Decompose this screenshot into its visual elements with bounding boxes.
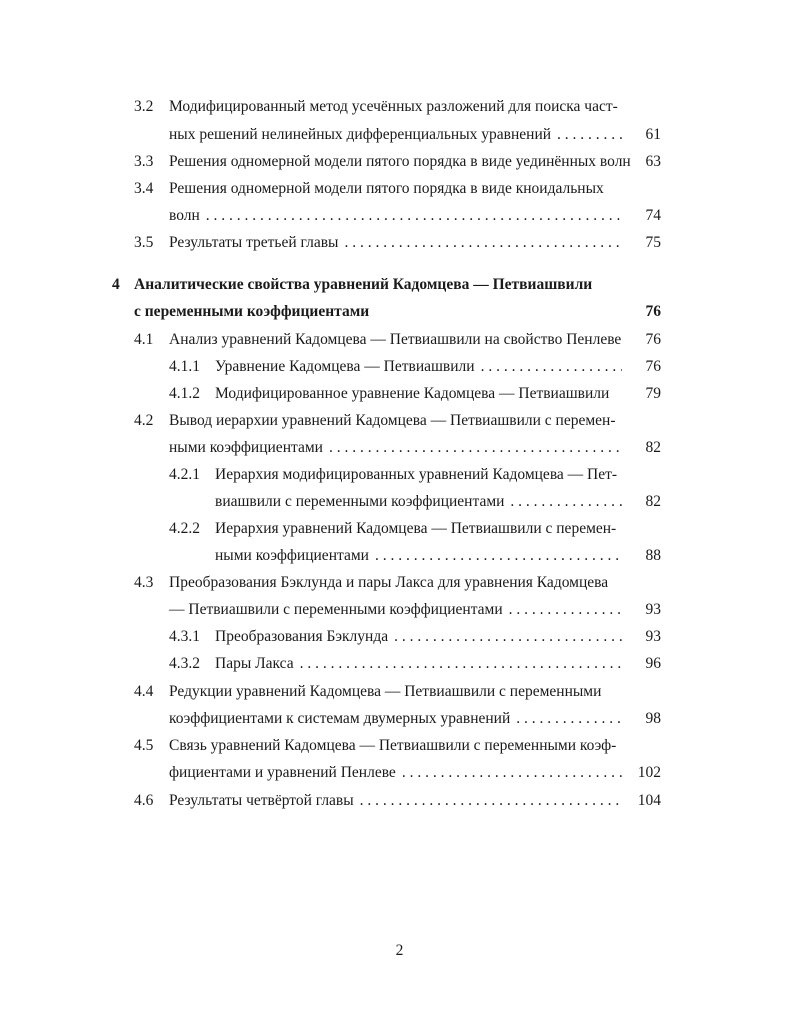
footer-page-number: 2	[395, 942, 404, 959]
leader-dots	[557, 125, 622, 145]
toc-entry-4-2-1[interactable]	[215, 492, 630, 512]
leader-dots	[360, 791, 622, 811]
section-title-line1: Связь уравнений Кадомцева — Петвиашвили с переменными коэф-	[169, 737, 617, 754]
toc-entry-4-5[interactable]	[169, 763, 630, 783]
leader-dots	[394, 627, 622, 647]
toc-entry-3-5[interactable]	[169, 233, 630, 253]
section-title: Результаты четвёртой главы	[169, 792, 354, 809]
page-number: 74	[645, 207, 661, 224]
toc-entry-4-3-2[interactable]	[215, 654, 630, 674]
section-number: 3.5	[134, 234, 154, 251]
page-number: 76	[645, 303, 661, 320]
page-number: 61	[645, 126, 661, 143]
toc-entry-3-3[interactable]: Решения одномерной модели пятого порядка в виде уединённых волн	[169, 153, 631, 170]
section-title-line2: волн	[169, 207, 200, 224]
toc-entry-4-2-2[interactable]	[215, 546, 630, 566]
subsection-number: 4.2.1	[169, 466, 200, 483]
page-number: 75	[645, 234, 661, 251]
leader-dots	[375, 546, 622, 566]
section-title-line2: фициентами и уравнений Пенлеве	[169, 764, 396, 781]
toc-entry-4-1[interactable]: Анализ уравнений Кадомцева — Петвиашвили на свойство Пенлеве	[169, 331, 622, 348]
subsection-title: Пары Лакса	[215, 655, 294, 672]
section-title-line2: ных решений нелинейных дифференциальных уравнений	[169, 126, 552, 143]
page-number: 63	[645, 153, 661, 170]
section-number: 4.1	[134, 331, 154, 348]
subsection-title-line1: Иерархия уравнений Кадомцева — Петвиашвили с перемен-	[215, 520, 617, 537]
page-number: 96	[645, 655, 661, 672]
toc-entry-4-1-2[interactable]: Модифицированное уравнение Кадомцева — Петвиашвили	[215, 385, 610, 402]
page-number: 76	[645, 331, 661, 348]
section-title: Результаты третьей главы	[169, 234, 339, 251]
section-title-line1: Редукции уравнений Кадомцева — Петвиашвили с переменными	[169, 683, 602, 700]
toc-entry-4-3-1[interactable]	[215, 627, 630, 647]
page-number: 82	[645, 439, 661, 456]
toc-entry-4-4[interactable]	[169, 709, 630, 729]
page-number: 98	[645, 710, 661, 727]
section-number: 3.3	[134, 153, 154, 170]
toc-entry-4-2[interactable]	[169, 438, 630, 458]
page-number: 104	[637, 792, 661, 809]
subsection-title-line2: виашвили с переменными коэффициентами	[215, 493, 505, 510]
section-number: 4.2	[134, 412, 154, 429]
chapter-title-line1: Аналитические свойства уравнений Кадомцева — Петвиашвили	[134, 276, 593, 293]
leader-dots	[402, 763, 622, 783]
section-number: 4.4	[134, 683, 154, 700]
page-number: 82	[645, 493, 661, 510]
section-number: 3.4	[134, 180, 154, 197]
toc-entry-4-3[interactable]	[169, 600, 630, 620]
section-number: 4.5	[134, 737, 154, 754]
page-number: 76	[645, 358, 661, 375]
section-title-line1: Модифицированный метод усечённых разложений для поиска част-	[169, 98, 618, 115]
leader-dots	[329, 438, 622, 458]
toc-entry-4-6[interactable]	[169, 791, 630, 811]
page-number: 102	[637, 764, 661, 781]
leader-dots	[481, 357, 622, 377]
toc-entry-3-4[interactable]	[169, 206, 630, 226]
subsection-number: 4.1.1	[169, 358, 200, 375]
section-title-line1: Решения одномерной модели пятого порядка в виде кноидальных	[169, 180, 604, 197]
page-number: 93	[645, 628, 661, 645]
subsection-number: 4.1.2	[169, 385, 200, 402]
subsection-number: 4.3.1	[169, 628, 200, 645]
subsection-number: 4.2.2	[169, 520, 200, 537]
subsection-title: Преобразования Бэклунда	[215, 628, 389, 645]
section-number: 4.6	[134, 792, 154, 809]
subsection-title-line1: Иерархия модифицированных уравнений Кадомцева — Пет-	[215, 466, 618, 483]
page-number: 93	[645, 601, 661, 618]
chapter-number: 4	[112, 276, 120, 293]
leader-dots	[516, 709, 622, 729]
section-title-line1: Вывод иерархии уравнений Кадомцева — Петвиашвили с перемен-	[169, 412, 616, 429]
section-title-line1: Преобразования Бэклунда и пары Лакса для уравнения Кадомцева	[169, 574, 609, 591]
leader-dots	[344, 233, 622, 253]
subsection-title-line2: ными коэффициентами	[215, 547, 369, 564]
subsection-title: Уравнение Кадомцева — Петвиашвили	[215, 358, 475, 375]
toc-entry-3-2[interactable]	[169, 125, 630, 145]
section-title-line2: — Петвиашвили с переменными коэффициентами	[169, 601, 503, 618]
subsection-number: 4.3.2	[169, 655, 200, 672]
leader-dots	[300, 654, 622, 674]
section-title-line2: коэффициентами к системам двумерных уравнений	[169, 710, 511, 727]
section-number: 3.2	[134, 98, 154, 115]
leader-dots	[510, 492, 622, 512]
leader-dots	[206, 206, 622, 226]
leader-dots	[509, 600, 622, 620]
section-number: 4.3	[134, 574, 154, 591]
section-title-line2: ными коэффициентами	[169, 439, 323, 456]
chapter-title-line2[interactable]: с переменными коэффициентами	[134, 303, 370, 320]
toc-entry-4-1-1[interactable]	[215, 357, 630, 377]
page-number: 79	[645, 385, 661, 402]
page-number: 88	[645, 547, 661, 564]
